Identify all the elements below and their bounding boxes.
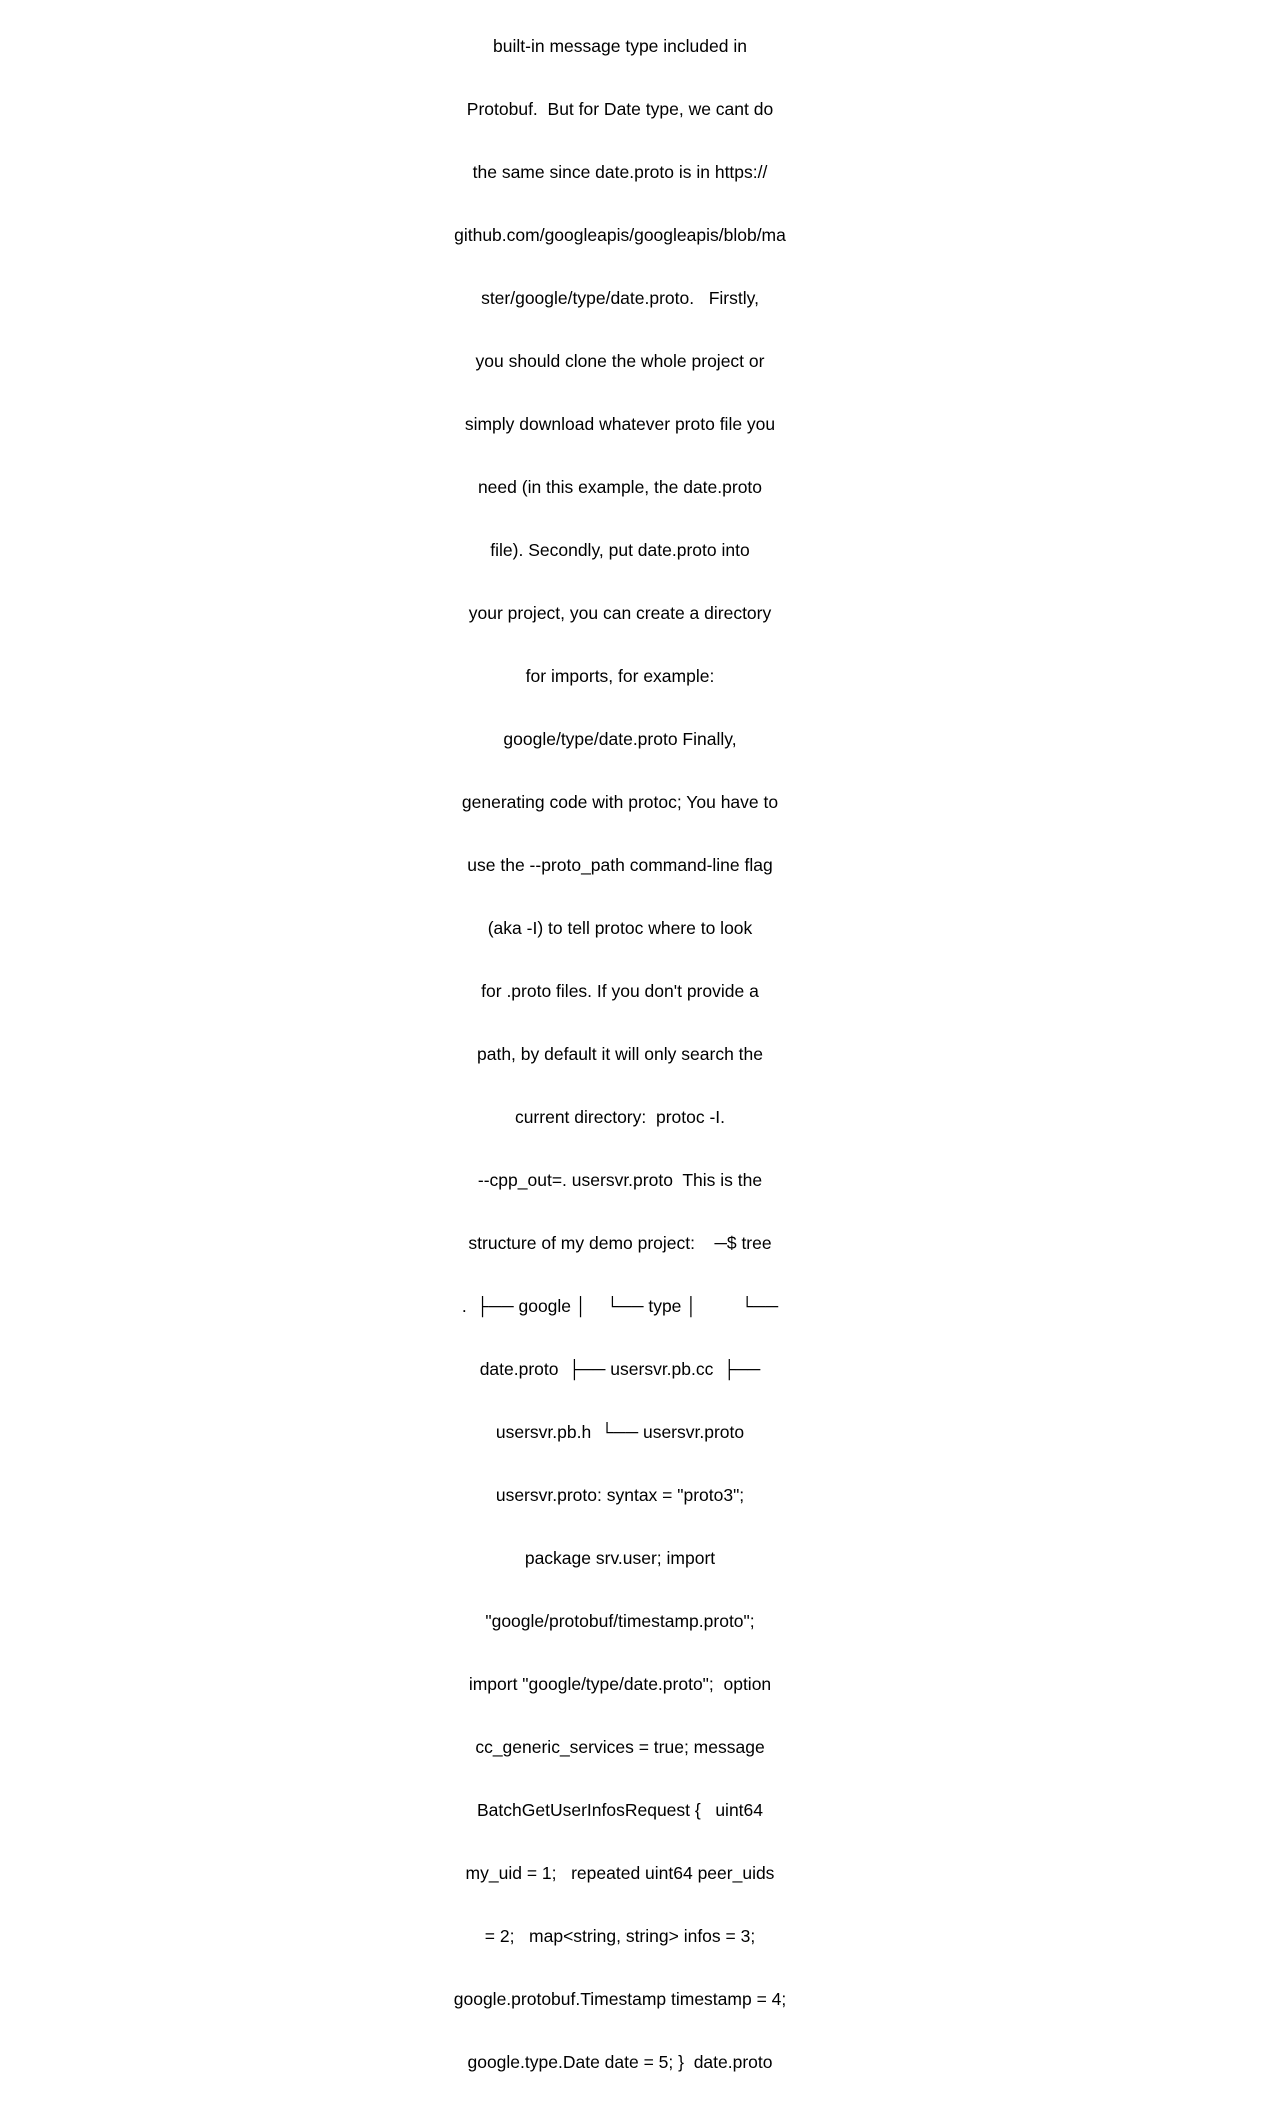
text-line: BatchGetUserInfosRequest { uint64 (477, 1800, 763, 1820)
text-line: path, by default it will only search the (477, 1044, 763, 1064)
text-line: for .proto files. If you don't provide a (481, 981, 759, 1001)
text-line: . ├── google │ └── type │ └── (461, 1296, 779, 1316)
text-line: date.proto ├── usersvr.pb.cc ├── (479, 1359, 761, 1379)
text-line: package srv.user; import (524, 1548, 716, 1568)
text-line: you should clone the whole project or (475, 351, 765, 371)
text-line: (aka -I) to tell protoc where to look (487, 918, 753, 938)
text-line: google.protobuf.Timestamp timestamp = 4; (453, 1989, 787, 2009)
text-line: use the --proto_path command-line flag (467, 855, 773, 875)
text-line: usersvr.pb.h └── usersvr.proto (495, 1422, 745, 1442)
text-line: ster/google/type/date.proto. Firstly, (481, 288, 759, 308)
text-line: "google/protobuf/timestamp.proto"; (485, 1611, 755, 1631)
text-line: import "google/type/date.proto"; option (468, 1674, 772, 1694)
text-line: --cpp_out=. usersvr.proto This is the (477, 1170, 763, 1190)
text-line: the same since date.proto is in https:// (472, 162, 768, 182)
text-line: file). Secondly, put date.proto into (490, 540, 750, 560)
text-line: usersvr.proto: syntax = "proto3"; (495, 1485, 745, 1505)
text-line: generating code with protoc; You have to (461, 792, 779, 812)
text-line: = 2; map<string, string> infos = 3; (484, 1926, 756, 1946)
text-line: your project, you can create a directory (468, 603, 772, 623)
text-line: built-in message type included in (493, 36, 747, 56)
text-line: simply download whatever proto file you (464, 414, 776, 434)
text-line: my_uid = 1; repeated uint64 peer_uids (465, 1863, 775, 1883)
text-line: structure of my demo project: ─$ tree (468, 1233, 772, 1253)
text-line: google.type.Date date = 5; } date.proto (467, 2052, 773, 2072)
text-line: google/type/date.proto Finally, (503, 729, 737, 749)
text-line: for imports, for example: (525, 666, 715, 686)
text-line: Protobuf. But for Date type, we cant do (466, 99, 774, 119)
text-line: current directory: protoc -I. (514, 1107, 726, 1127)
text-line: github.com/googleapis/googleapis/blob/ma (454, 225, 786, 245)
text-line: need (in this example, the date.proto (477, 477, 763, 497)
text-line: cc_generic_services = true; message (475, 1737, 765, 1757)
document-text (440, 0, 800, 2115)
